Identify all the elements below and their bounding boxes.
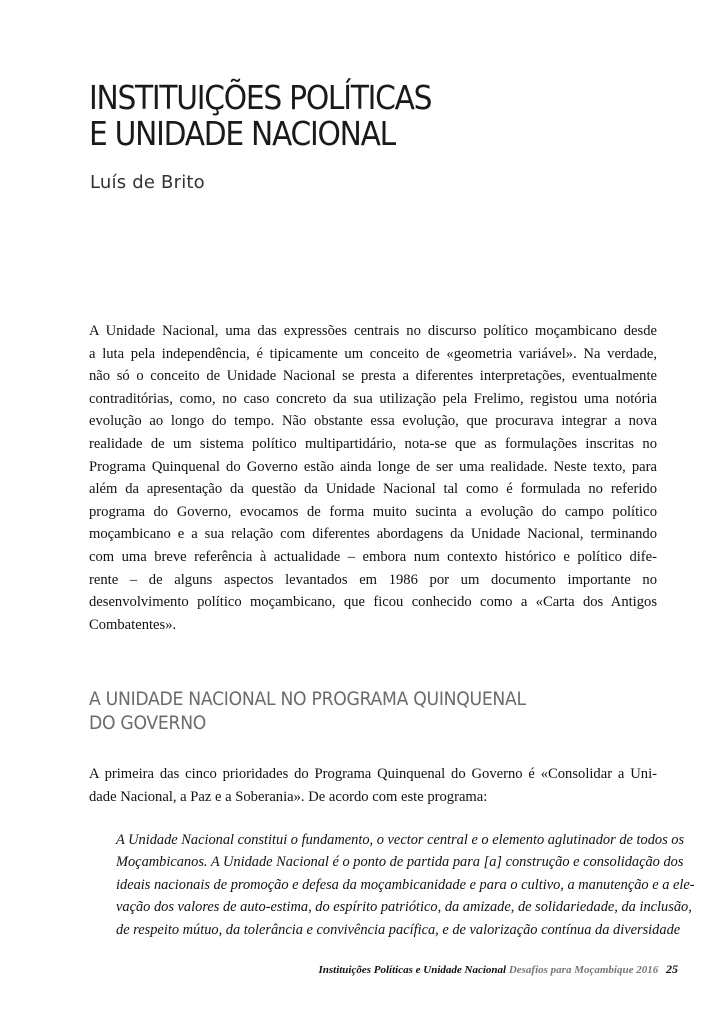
section-heading — [89, 688, 526, 736]
section-paragraph — [89, 763, 657, 808]
page-number: 25 — [666, 962, 678, 976]
block-quote — [116, 829, 695, 941]
text-line: Programa Quinquenal do Governo estão ainda longe de ser uma realidade. Neste texto, para — [89, 458, 657, 475]
running-footer — [318, 962, 678, 977]
text-line: realidade de um sistema político multipartidário, nota-se que as formulações inscritas no — [89, 435, 657, 452]
text-line: desenvolvimento político moçambicano, que ficou conhecido como a «Carta dos Antigos — [89, 594, 657, 611]
footer-book-title: Instituições Políticas e Unidade Nacional — [318, 964, 507, 976]
quote-line: vação dos valores de auto-estima, do espírito patriótico, da amizade, de solidariedade, da inclusão, — [116, 899, 692, 916]
intro-paragraph — [89, 320, 657, 636]
text-line: A Unidade Nacional, uma das expressões centrais no discurso político moçambicano desde — [89, 323, 657, 339]
text-line: evolução ao longo do tempo. Não obstante essa evolução, que procurava integrar a nova — [89, 413, 657, 430]
heading-line: A UNIDADE NACIONAL NO PROGRAMA QUINQUENAL — [89, 689, 526, 710]
quote-line: A Unidade Nacional constitui o fundamento, o vector central e o elemento aglutinador de todos os — [116, 832, 685, 848]
title-line: INSTITUIÇÕES POLÍTICAS — [89, 78, 432, 117]
text-line: além da apresentação da questão da Unidade Nacional tal como é formulada no referido — [89, 481, 657, 498]
heading-line: DO GOVERNO — [89, 713, 207, 734]
author-name: Luís de Brito — [90, 172, 205, 193]
quote-line: ideais nacionais de promoção e defesa da moçambicanidade e para o cultivo, a manutenção e a ele- — [116, 876, 695, 893]
text-line: moçambicano e a sua relação com diferentes abordagens da Unidade Nacional, terminando — [89, 526, 657, 543]
text-line: A primeira das cinco prioridades do Programa Quinquenal do Governo é «Consolidar a Uni- — [89, 766, 657, 782]
title-line: E UNIDADE NACIONAL — [89, 114, 395, 153]
text-line: programa do Governo, evocamos de forma muito sucinta a evolução do campo político — [89, 503, 657, 520]
text-line: rente – de alguns aspectos levantados em 1986 por um documento importante no — [89, 571, 657, 588]
quote-line: Moçambicanos. A Unidade Nacional é o ponto de partida para [a] construção e consolidação dos — [116, 854, 684, 871]
text-line: contraditórias, como, no caso concreto da sua utilização pela Frelimo, registou uma notória — [89, 390, 657, 407]
article-title — [89, 80, 431, 152]
text-line: Combatentes». — [89, 616, 177, 633]
footer-series: Desafios para Moçambique 2016 — [508, 964, 659, 976]
text-line: dade Nacional, a Paz e a Soberania». De acordo com este programa: — [89, 788, 488, 805]
text-line: a luta pela independência, é tipicamente um conceito de «geometria variável». Na verdade, — [89, 345, 657, 362]
text-line: não só o conceito de Unidade Nacional se presta a diferentes interpretações, eventualmente — [89, 368, 657, 385]
text-line: com uma breve referência à actualidade – embora num contexto histórico e político dife- — [89, 548, 657, 565]
quote-line: de respeito mútuo, da tolerância e convivência pacífica, e de valorização contínua da diversidade — [116, 921, 681, 938]
